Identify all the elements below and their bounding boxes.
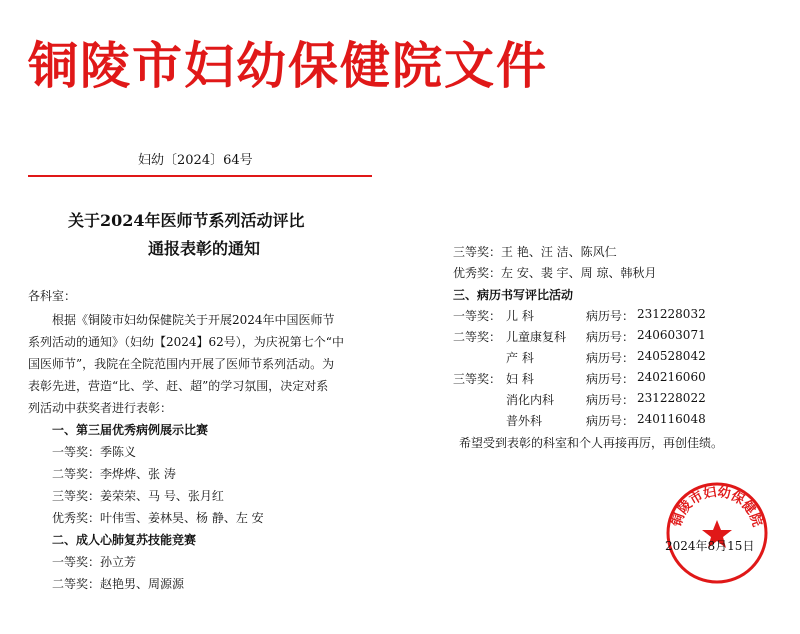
notice-title-line-1: 关于2024年医师节系列活动评比	[68, 211, 305, 230]
record-number: 240216060	[637, 370, 706, 384]
award-line: 一等奖：孙立芳	[52, 555, 137, 569]
award-line: 三等奖：王 艳、汪 洁、陈风仁	[453, 245, 617, 259]
record-dept: 妇 科	[506, 372, 534, 386]
award-line: 优秀奖：叶伟雪、姜林昊、杨 静、左 安	[52, 511, 264, 525]
salutation: 各科室：	[28, 289, 77, 303]
record-dept: 儿 科	[506, 309, 534, 323]
header-divider	[28, 175, 372, 177]
record-label: 病历号：	[586, 330, 635, 344]
paragraph-line: 根据《铜陵市妇幼保健院关于开展2024年中国医师节	[52, 313, 335, 327]
paragraph-line: 表彰先进，营造“比、学、赶、超”的学习氛围，决定对系	[28, 379, 329, 393]
paragraph-line: 系列活动的通知》（妇幼【2024】62号），为庆祝第七个“中	[28, 335, 344, 349]
record-award: 一等奖：	[453, 309, 502, 323]
record-number: 240116048	[637, 412, 706, 426]
award-line: 二等奖：赵艳男、周源源	[52, 577, 185, 591]
document-number: 妇幼〔2024〕64号	[138, 153, 253, 168]
record-number: 231228032	[637, 307, 706, 321]
record-label: 病历号：	[586, 414, 635, 428]
record-label: 病历号：	[586, 393, 635, 407]
record-dept: 产 科	[506, 351, 534, 365]
issue-date: 2024年8月15日	[665, 539, 755, 553]
paragraph-line: 列活动中获奖者进行表彰：	[28, 401, 173, 415]
section-heading: 二、成人心肺复苏技能竞赛	[52, 533, 197, 547]
record-number: 240603071	[637, 328, 706, 342]
award-line: 二等奖：李烨烨、张 涛	[52, 467, 176, 481]
record-dept: 普外科	[506, 414, 543, 428]
notice-title-line-2: 通报表彰的通知	[148, 239, 261, 258]
record-award: 二等奖：	[453, 330, 502, 344]
record-award: 三等奖：	[453, 372, 502, 386]
closing-sentence: 希望受到表彰的科室和个人再接再厉，再创佳绩。	[459, 436, 724, 450]
record-number: 231228022	[637, 391, 706, 405]
section-heading: 三、病历书写评比活动	[453, 288, 574, 302]
record-label: 病历号：	[586, 372, 635, 386]
paragraph-line: 国医师节”，我院在全院范围内开展了医师节系列活动。为	[28, 357, 335, 371]
award-line: 三等奖：姜荣荣、马 号、张月红	[52, 489, 224, 503]
official-seal-stamp	[664, 480, 770, 586]
document-header-title: 铜陵市妇幼保健院文件	[28, 37, 548, 95]
award-line: 优秀奖：左 安、裴 宇、周 琼、韩秋月	[453, 266, 657, 280]
record-dept: 儿童康复科	[506, 330, 567, 344]
record-number: 240528042	[637, 349, 706, 363]
record-label: 病历号：	[586, 309, 635, 323]
section-heading: 一、第三届优秀病例展示比赛	[52, 423, 209, 437]
record-dept: 消化内科	[506, 393, 555, 407]
award-line: 一等奖：季陈义	[52, 445, 137, 459]
record-label: 病历号：	[586, 351, 635, 365]
seal-text: 铜陵市妇幼保健院	[669, 485, 765, 529]
